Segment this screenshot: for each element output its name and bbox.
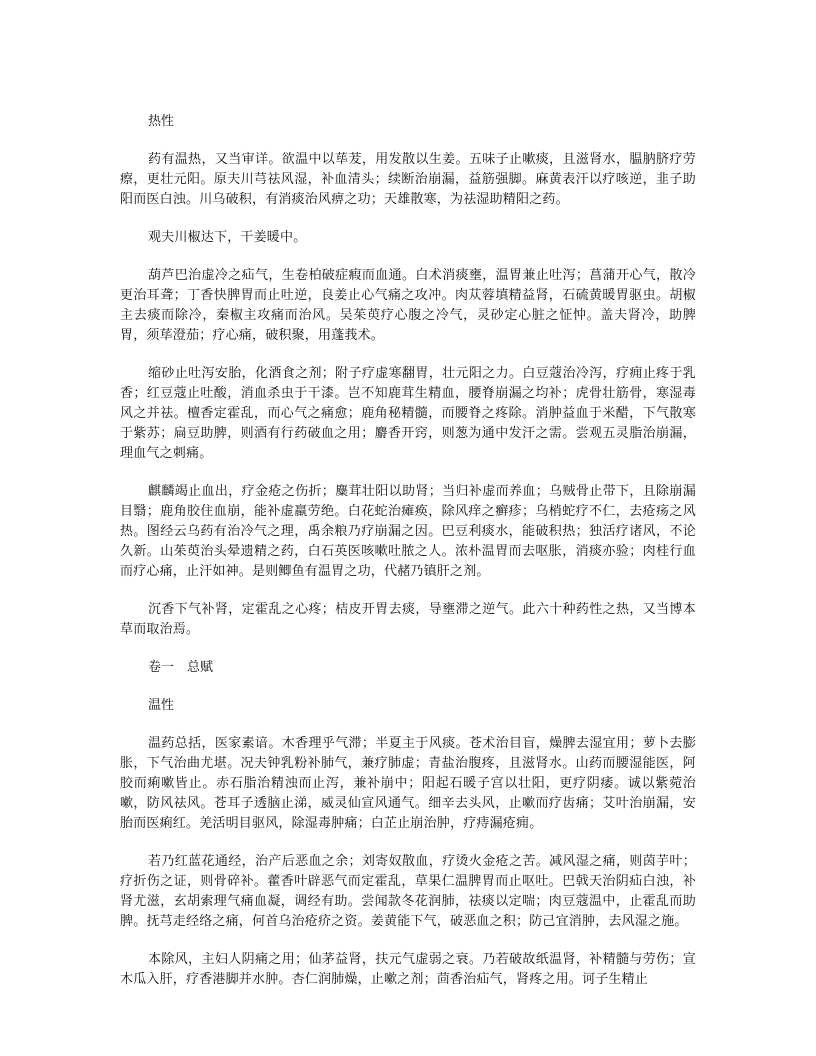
- paragraph: 药有温热，又当审详。欲温中以荜茇，用发散以生姜。五味子止嗽痰，且滋肾水，腽肭脐疗劳瘵，更壮元阳。原夫川芎祛风湿，补血清头；续断治崩漏，益筋强脚。麻黄表汗以疗咳逆，韭子助阳而医白浊。川乌破积，有消痰治风痹之功；天雄散寒，为祛湿助精阳之药。: [120, 152, 696, 207]
- section-heading-rexing: 热性: [148, 114, 175, 129]
- paragraph: 观夫川椒达下，干姜暖中。: [148, 230, 307, 245]
- paragraph: 葫芦巴治虚冷之疝气，生卷柏破症瘕而血通。白术消痰壅，温胃兼止吐泻；菖蒲开心气，散冷更治耳聋；丁香快脾胃而止吐逆，良姜止心气痛之攻冲。肉苁蓉填精益肾，石硫黄暖胃驱虫。胡椒主去痰而除冷，秦椒主攻痛而治风。吴茱萸疗心腹之冷气，灵砂定心脏之怔忡。盖夫肾冷，助脾胃，须荜澄茄；疗心痛，破积聚，用蓬莪术。: [120, 268, 696, 343]
- document-page: [120, 112, 696, 1008]
- paragraph: 本除风，主妇人阴痛之用；仙茅益肾，扶元气虚弱之衰。乃若破故纸温肾，补精髓与劳伤；宣木瓜入肝，疗香港脚并水肿。杏仁润肺燥，止嗽之剂；茴香治疝气，肾疼之用。诃子生精止: [120, 952, 696, 987]
- paragraph: 沉香下气补肾，定霍乱之心疼；桔皮开胃去痰，导壅滞之逆气。此六十种药性之热，又当博本草而取治焉。: [120, 602, 696, 637]
- paragraph: 缩砂止吐泻安胎，化酒食之剂；附子疗虚寒翻胃，壮元阳之力。白豆蔻治冷泻，疗痈止疼于乳香；红豆蔻止吐酸，消血杀虫于干漆。岂不知鹿茸生精血，腰脊崩漏之均补；虎骨壮筋骨，寒湿毒风之并祛。檀香定霍乱，而心气之痛愈；鹿角秘精髓，而腰脊之疼除。消肿益血于米醋，下气散寒于紫苏；扁豆助脾，则酒有行药破血之用；麝香开窍，则葱为通中发汗之需。尝观五灵脂治崩漏，理血气之刺痛。: [120, 366, 696, 461]
- section-heading-wenxing: 温性: [148, 698, 175, 713]
- paragraph: 若乃红蓝花通经，治产后恶血之余；刘寄奴散血，疗烫火金疮之苦。减风湿之痛，则茵芋叶；疗折伤之证，则骨碎补。藿香叶辟恶气而定霍乱，草果仁温脾胃而止呕吐。巴戟天治阴疝白浊，补肾尤滋，玄胡索理气痛血凝，调经有助。尝闻款冬花润肺，祛痰以定喘；肉豆蔻温中，止霍乱而助脾。抚芎走经络之痛，何首乌治疮疥之资。姜黄能下气，破恶血之积；防己宜消肿，去风湿之施。: [120, 854, 696, 929]
- volume-heading: 卷一 总赋: [148, 660, 214, 675]
- paragraph: 温药总括，医家素谙。木香理乎气滞；半夏主于风痰。苍术治目盲，燥脾去湿宜用；萝卜去膨胀，下气治曲尤堪。况夫钟乳粉补肺气，兼疗肺虚；青盐治腹疼，且滋肾水。山药而腰湿能医，阿胶而痢嗽皆止。赤石脂治精浊而止泻，兼补崩中；阳起石暖子宫以壮阳，更疗阴痿。诚以紫菀治嗽，防风祛风。苍耳子透脑止涕，威灵仙宣风通气。细辛去头风，止嗽而疗齿痛；艾叶治崩漏，安胎而医痢红。羌活明目驱风，除湿毒肿痛；白芷止崩治肿，疗痔漏疮痈。: [120, 736, 696, 831]
- paragraph: 麒麟竭止血出，疗金疮之伤折；麋茸壮阳以助肾；当归补虚而养血；乌贼骨止带下，且除崩漏目翳；鹿角胶住血崩，能补虚羸劳绝。白花蛇治瘫痪，除风痒之癣疹；乌梢蛇疗不仁，去疮疡之风热。图经云乌药有治冷气之理，禹余粮乃疗崩漏之因。巴豆利痰水，能破积热；独活疗诸风，不论久新。山茱萸治头晕遗精之药，白石英医咳嗽吐脓之人。浓朴温胃而去呕胀，消痰亦验；肉桂行血而疗心痛，止汗如神。是则鲫鱼有温胃之功，代赭乃镇肝之剂。: [120, 484, 696, 579]
